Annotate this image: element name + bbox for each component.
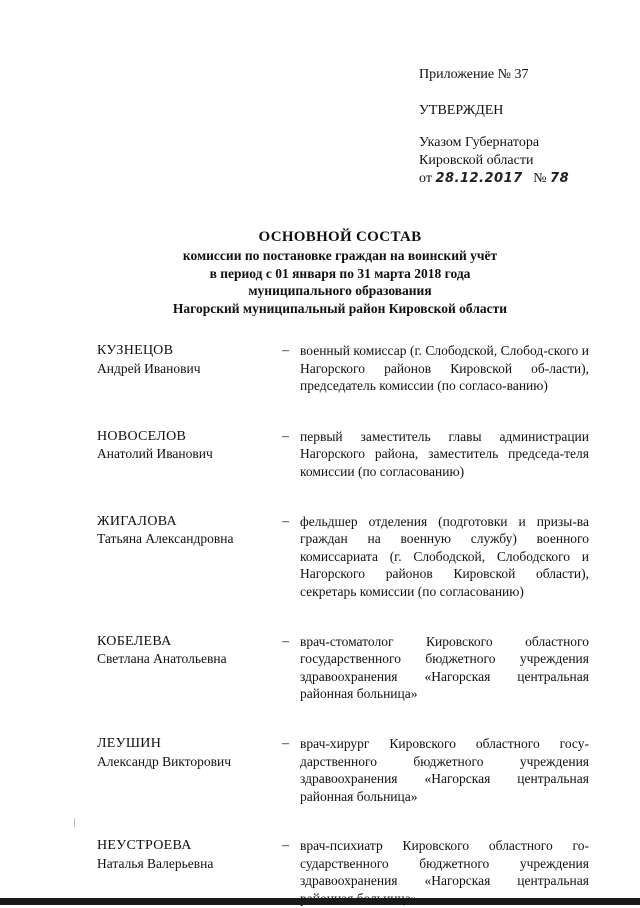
decree-line-2: Кировской области — [419, 153, 534, 168]
member-surname: КУЗНЕЦОВ — [97, 343, 174, 358]
member-name — [97, 735, 277, 770]
member-given-names: Андрей Иванович — [97, 360, 201, 376]
handwritten-number: 78 — [550, 171, 570, 186]
member-dash: – — [282, 735, 289, 751]
title-line-1: комиссии по постановке граждан на воинский учёт — [182, 248, 498, 263]
decree-date-line — [419, 170, 619, 188]
title-line-4: Нагорский муниципальный район Кировской области — [172, 300, 508, 316]
member-role: фельдшер отделения (подготовки и призы-ва граждан на военную службу) военного комиссариата (г. Слободской, Слободского и Нагорского районов Кировской области), секретарь комиссии (по согласованию) — [300, 513, 589, 599]
member-given-names: Александр Викторович — [97, 753, 232, 769]
member-role: врач-психиатр Кировского областного го-сударственного бюджетного учреждения здравоохранения «Нагорская центральная — [300, 838, 589, 889]
member-entry — [97, 735, 589, 805]
number-prefix: № — [533, 171, 547, 186]
member-entry — [97, 513, 589, 601]
title-line-2: в период с 01 января по 31 марта 2018 года — [209, 265, 471, 281]
appendix-number: Приложение № 37 — [419, 67, 529, 82]
member-name — [97, 513, 277, 548]
handwritten-date: 28.12.2017 — [435, 171, 523, 186]
member-role: военный комиссар (г. Слободской, Слобод-ского и Нагорского районов Кировской об-ласти), председатель комиссии (по согласо-ванию) — [300, 343, 589, 394]
approval-block — [419, 66, 619, 188]
member-surname: НОВОСЕЛОВ — [97, 428, 187, 444]
member-given-names: Светлана Анатольевна — [97, 651, 227, 667]
member-given-names: Татьяна Александровна — [97, 531, 234, 547]
member-role: первый заместитель главы администрации Нагорского района, заместитель председа-теля комиссии (по согласованию) — [300, 428, 589, 479]
member-name — [97, 342, 277, 377]
member-given-names: Наталья Валерьевна — [97, 855, 214, 871]
member-role: врач-стоматолог Кировского областного государственного бюджетного учреждения здравоохранения «Нагорская центральная районная больница» — [300, 633, 589, 702]
document-title-block — [60, 227, 620, 317]
member-name — [97, 633, 277, 668]
member-dash: – — [282, 343, 289, 358]
member-surname: НЕУСТРОЕВА — [97, 838, 192, 854]
document-title: ОСНОВНОЙ СОСТАВ — [258, 229, 422, 245]
approved-heading: УТВЕРЖДЕН — [419, 103, 504, 118]
commission-members-list — [97, 342, 589, 908]
member-name — [97, 428, 277, 463]
member-name — [97, 837, 277, 872]
date-prefix: от — [419, 171, 432, 186]
member-entry — [97, 342, 589, 395]
member-surname: ЖИГАЛОВА — [97, 513, 177, 529]
member-dash: – — [282, 633, 289, 649]
decree-line-1: Указом Губернатора — [419, 135, 540, 150]
member-given-names: Анатолий Иванович — [97, 446, 213, 462]
member-surname: ЛЕУШИН — [97, 735, 162, 751]
scan-artifact — [74, 818, 75, 827]
scan-bottom-edge — [0, 898, 640, 905]
title-line-3: муниципального образования — [248, 283, 432, 298]
member-surname: КОБЕЛЕВА — [97, 633, 172, 649]
member-dash: – — [282, 513, 289, 529]
member-entry — [97, 633, 589, 703]
member-role: врач-хирург Кировского областного госу-дарственного бюджетного учреждения здравоохранения «Нагорская центральная районная больница» — [300, 735, 589, 804]
member-dash: – — [282, 838, 289, 854]
member-entry — [97, 428, 589, 481]
member-dash: – — [282, 428, 289, 444]
